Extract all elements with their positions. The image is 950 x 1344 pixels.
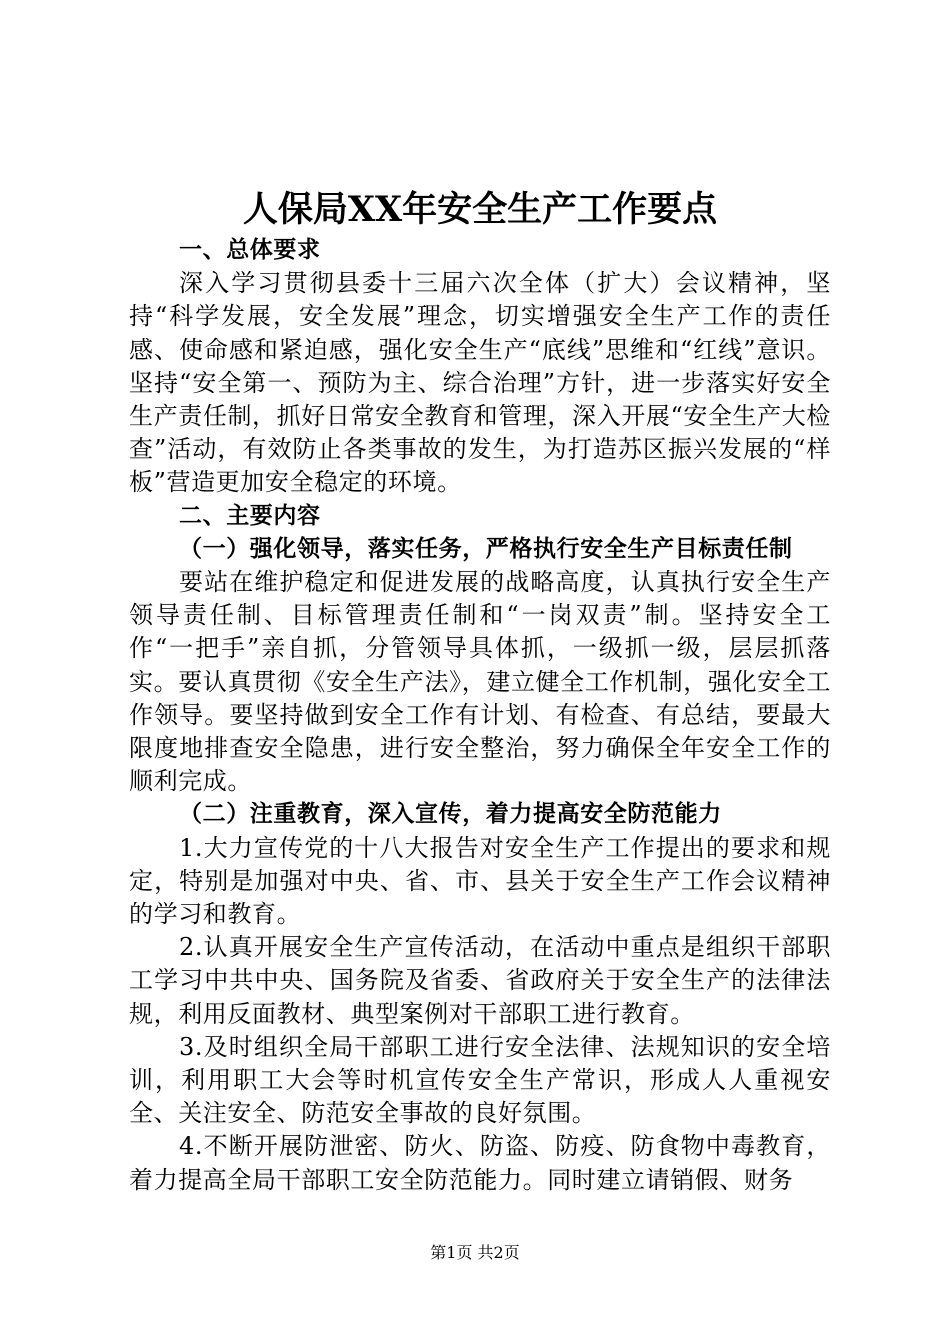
- paragraph-general-requirements: 深入学习贯彻县委十三届六次全体（扩大）会议精神，坚持“科学发展，安全发展”理念，切实增强安全生产工作的责任感、使命感和紧迫感，强化安全生产“底线”思维和“红线”意识。坚持“安全第一、预防为主、综合治理”方针，进一步落实好安全生产责任制，抓好日常安全教育和管理，深入开展“安全生产大检查”活动，有效防止各类事故的发生，为打造苏区振兴发展的“样板”营造更加安全稳定的环境。: [129, 269, 831, 497]
- document-body: [129, 188, 831, 1197]
- section-heading-main-content: 二、主要内容: [179, 502, 321, 529]
- section-heading-general-requirements: 一、总体要求: [179, 237, 321, 263]
- list-item-2: 2.认真开展安全生产宣传活动，在活动中重点是组织干部职工学习中共中央、国务院及省委、省政府关于安全生产的法律法规，利用反面教材、典型案例对干部职工进行教育。: [129, 933, 831, 1028]
- subsection-heading-education: （二）注重教育，深入宣传，着力提高安全防范能力: [179, 801, 722, 828]
- paragraph-leadership: 要站在维护稳定和促进发展的战略高度，认真执行安全生产领导责任制、目标管理责任制和“一岗双责”制。坚持安全工作“一把手”亲自抓，分管领导具体抓，一级抓一级，层层抓落实。要认真贯彻《安全生产法》，建立健全工作机制，强化安全工作领导。要坚持做到安全工作有计划、有检查、有总结，要最大限度地排查安全隐患，进行安全整治，努力确保全年安全工作的顺利完成。: [129, 568, 831, 796]
- page-footer: 第1页 共2页: [430, 1243, 520, 1262]
- list-item-3: 3.及时组织全局干部职工进行安全法律、法规知识的安全培训，利用职工大会等时机宣传安全生产常识，形成人人重视安全、关注安全、防范安全事故的良好氛围。: [129, 1032, 831, 1128]
- subsection-heading-leadership: （一）强化领导，落实任务，严格执行安全生产目标责任制: [179, 535, 793, 562]
- document-title: 人保局XX年安全生产工作要点: [242, 189, 718, 230]
- list-item-4: 4.不断开展防泄密、防火、防盗、防疫、防食物中毒教育，着力提高全局干部职工安全防范能力。同时建立请销假、财务: [129, 1132, 831, 1194]
- list-item-1: 1.大力宣传党的十八大报告对安全生产工作提出的要求和规定，特别是加强对中央、省、市、县关于安全生产工作会议精神的学习和教育。: [129, 833, 831, 929]
